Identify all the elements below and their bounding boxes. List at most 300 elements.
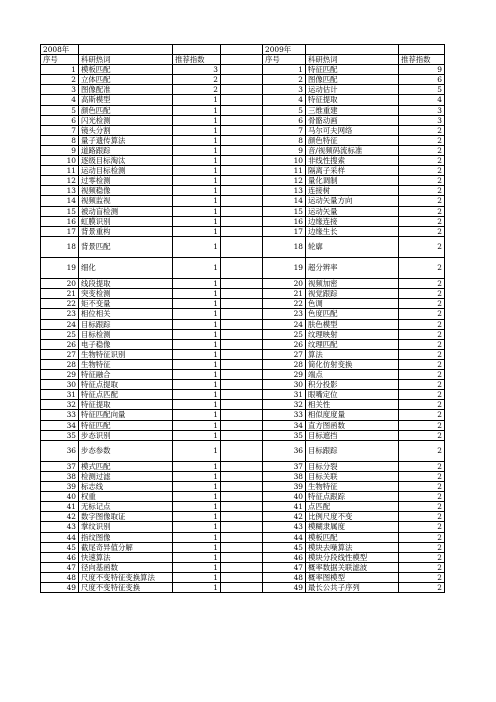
gap-cell — [221, 55, 263, 65]
row-index: 13 — [41, 186, 79, 196]
table-row — [41, 125, 445, 135]
row-term: 特征匹配向量 — [79, 410, 173, 420]
row-score: 1 — [173, 430, 221, 440]
table-row — [41, 319, 445, 329]
row-score: 2 — [399, 299, 445, 309]
gap-cell — [221, 279, 263, 289]
row-index: 28 — [41, 359, 79, 369]
row-index: 26 — [263, 339, 306, 349]
row-term: 特征提取 — [306, 95, 399, 105]
row-term: 模板匹配 — [79, 65, 173, 75]
row-score: 1 — [173, 135, 221, 145]
row-score: 3 — [399, 105, 445, 115]
row-term: 模块去噪算法 — [306, 542, 399, 552]
row-index: 11 — [41, 166, 79, 176]
row-term: 特征融合 — [79, 370, 173, 380]
table-row — [41, 156, 445, 166]
row-index: 38 — [41, 471, 79, 481]
row-score: 2 — [399, 145, 445, 155]
table-row — [41, 492, 445, 502]
row-score: 1 — [173, 339, 221, 349]
row-score: 2 — [399, 482, 445, 492]
gap-cell — [221, 542, 263, 552]
row-term: 道路跟踪 — [79, 145, 173, 155]
row-score: 1 — [173, 420, 221, 430]
row-term: 目标检测 — [79, 329, 173, 339]
row-index: 17 — [41, 226, 79, 236]
row-term: 三维重建 — [306, 105, 399, 115]
row-score: 1 — [173, 370, 221, 380]
row-index: 29 — [263, 370, 306, 380]
table-row — [41, 522, 445, 532]
row-index: 19 — [263, 257, 306, 278]
row-index: 2 — [41, 75, 79, 85]
row-term: 电子稳像 — [79, 339, 173, 349]
row-term: 概率数据关联滤波 — [306, 562, 399, 572]
row-index: 36 — [41, 440, 79, 461]
row-term: 点匹配 — [306, 502, 399, 512]
row-index: 43 — [41, 522, 79, 532]
gap-cell — [221, 502, 263, 512]
gap-cell — [221, 349, 263, 359]
row-score: 2 — [399, 532, 445, 542]
row-score: 3 — [173, 65, 221, 75]
row-index: 5 — [263, 105, 306, 115]
row-score: 2 — [399, 430, 445, 440]
row-index: 15 — [41, 206, 79, 216]
gap-cell — [221, 339, 263, 349]
gap-cell — [221, 440, 263, 461]
row-index: 46 — [41, 552, 79, 562]
row-score: 1 — [173, 319, 221, 329]
row-score: 2 — [399, 471, 445, 481]
row-term: 权重 — [79, 492, 173, 502]
row-index: 40 — [41, 492, 79, 502]
row-score: 1 — [173, 410, 221, 420]
gap-cell — [221, 583, 263, 593]
row-index: 14 — [41, 196, 79, 206]
table-row — [41, 216, 445, 226]
row-index: 33 — [263, 410, 306, 420]
row-index: 49 — [263, 583, 306, 593]
row-score: 2 — [399, 196, 445, 206]
row-term: 纹理映射 — [306, 329, 399, 339]
row-score: 2 — [399, 552, 445, 562]
row-term: 运动估计 — [306, 85, 399, 95]
row-term: 模板匹配 — [306, 532, 399, 542]
row-index: 37 — [41, 461, 79, 471]
row-term: 运动矢量方向 — [306, 196, 399, 206]
row-score: 2 — [399, 156, 445, 166]
row-score: 1 — [173, 380, 221, 390]
row-score: 2 — [399, 390, 445, 400]
row-index: 25 — [41, 329, 79, 339]
gap-cell — [221, 572, 263, 582]
row-index: 34 — [41, 420, 79, 430]
row-index: 35 — [41, 430, 79, 440]
row-term: 图像配准 — [79, 85, 173, 95]
gap-cell — [221, 380, 263, 390]
row-term: 音/视频码流标准 — [306, 145, 399, 155]
row-score: 2 — [173, 85, 221, 95]
row-score: 4 — [399, 95, 445, 105]
row-score: 2 — [399, 319, 445, 329]
row-index: 5 — [41, 105, 79, 115]
row-term: 虹膜识别 — [79, 216, 173, 226]
row-index: 39 — [263, 482, 306, 492]
gap-cell — [221, 216, 263, 226]
row-index: 40 — [263, 492, 306, 502]
row-score: 2 — [399, 359, 445, 369]
row-score: 6 — [399, 75, 445, 85]
table-row — [41, 236, 445, 257]
gap-cell — [221, 319, 263, 329]
gap-cell — [221, 299, 263, 309]
row-score: 1 — [173, 279, 221, 289]
row-term: 相位相关 — [79, 309, 173, 319]
row-score: 2 — [399, 380, 445, 390]
row-index: 8 — [263, 135, 306, 145]
table-row — [41, 349, 445, 359]
row-score: 2 — [399, 289, 445, 299]
header-score: 推荐指数 — [399, 55, 445, 65]
row-index: 42 — [263, 512, 306, 522]
row-score: 2 — [399, 349, 445, 359]
row-score: 1 — [173, 329, 221, 339]
row-term: 特征点提取 — [79, 380, 173, 390]
table-row — [41, 309, 445, 319]
row-term: 无标记点 — [79, 502, 173, 512]
row-term: 目标跟踪 — [79, 319, 173, 329]
row-score: 2 — [399, 176, 445, 186]
row-term: 步态参数 — [79, 440, 173, 461]
header-row — [41, 55, 445, 65]
gap-cell — [221, 512, 263, 522]
row-score: 1 — [173, 309, 221, 319]
row-term: 运动矢量 — [306, 206, 399, 216]
row-term: 图像匹配 — [306, 75, 399, 85]
row-term: 特征点匹配 — [79, 390, 173, 400]
row-index: 15 — [263, 206, 306, 216]
table-row — [41, 512, 445, 522]
row-index: 42 — [41, 512, 79, 522]
row-score: 1 — [173, 115, 221, 125]
row-term: 算法 — [306, 349, 399, 359]
gap-cell — [221, 492, 263, 502]
row-score: 1 — [173, 289, 221, 299]
row-index: 10 — [41, 156, 79, 166]
row-index: 6 — [41, 115, 79, 125]
row-index: 9 — [41, 145, 79, 155]
row-term: 检测过滤 — [79, 471, 173, 481]
year-2008: 2008年 — [41, 45, 79, 55]
row-index: 3 — [263, 85, 306, 95]
table-row — [41, 359, 445, 369]
row-index: 1 — [41, 65, 79, 75]
gap-cell — [221, 166, 263, 176]
row-score: 2 — [399, 420, 445, 430]
row-term: 骨骼动画 — [306, 115, 399, 125]
row-term: 量子遗传算法 — [79, 135, 173, 145]
empty-cell — [173, 45, 221, 55]
row-term: 线段提取 — [79, 279, 173, 289]
table-row — [41, 299, 445, 309]
row-term: 特征提取 — [79, 400, 173, 410]
table-row — [41, 440, 445, 461]
table-row — [41, 542, 445, 552]
table-row — [41, 430, 445, 440]
hot-terms-table — [40, 44, 445, 593]
row-term: 轮廓 — [306, 236, 399, 257]
empty-cell — [79, 45, 173, 55]
gap-cell — [221, 562, 263, 572]
gap-cell — [221, 236, 263, 257]
year-2009: 2009年 — [263, 45, 306, 55]
row-term: 目标关联 — [306, 471, 399, 481]
empty-cell — [306, 45, 399, 55]
row-index: 23 — [263, 309, 306, 319]
gap-cell — [221, 206, 263, 216]
row-index: 21 — [41, 289, 79, 299]
gap-cell — [221, 186, 263, 196]
table-row — [41, 339, 445, 349]
table-row — [41, 206, 445, 216]
row-index: 38 — [263, 471, 306, 481]
row-score: 2 — [399, 522, 445, 532]
table-row — [41, 186, 445, 196]
gap-cell — [221, 410, 263, 420]
row-term: 目标分裂 — [306, 461, 399, 471]
gap-cell — [221, 400, 263, 410]
row-term: 高斯模型 — [79, 95, 173, 105]
row-index: 19 — [41, 257, 79, 278]
row-term: 目标跟踪 — [306, 440, 399, 461]
row-index: 2 — [263, 75, 306, 85]
row-index: 26 — [41, 339, 79, 349]
table-row — [41, 289, 445, 299]
row-index: 22 — [263, 299, 306, 309]
row-term: 指纹图像 — [79, 532, 173, 542]
table-row — [41, 95, 445, 105]
gap-cell — [221, 522, 263, 532]
row-score: 9 — [399, 65, 445, 75]
row-term: 特征点跟踪 — [306, 492, 399, 502]
row-score: 1 — [173, 125, 221, 135]
gap-cell — [221, 257, 263, 278]
header-index: 序号 — [41, 55, 79, 65]
row-score: 2 — [399, 492, 445, 502]
row-term: 视频监视 — [79, 196, 173, 206]
gap-cell — [221, 461, 263, 471]
gap-cell — [221, 329, 263, 339]
table-row — [41, 115, 445, 125]
row-score: 1 — [173, 471, 221, 481]
empty-cell — [399, 45, 445, 55]
row-score: 1 — [173, 400, 221, 410]
row-index: 31 — [263, 390, 306, 400]
gap-cell — [221, 115, 263, 125]
header-score: 推荐指数 — [173, 55, 221, 65]
row-term: 视频加密 — [306, 279, 399, 289]
row-term: 边缘生长 — [306, 226, 399, 236]
table-row — [41, 226, 445, 236]
gap-cell — [221, 532, 263, 542]
gap-cell — [221, 289, 263, 299]
table-row — [41, 471, 445, 481]
row-index: 3 — [41, 85, 79, 95]
row-term: 边缘连接 — [306, 216, 399, 226]
row-score: 1 — [173, 176, 221, 186]
row-index: 41 — [263, 502, 306, 512]
row-score: 2 — [399, 216, 445, 226]
row-index: 1 — [263, 65, 306, 75]
row-term: 颜色特征 — [306, 135, 399, 145]
row-index: 45 — [41, 542, 79, 552]
row-term: 连接树 — [306, 186, 399, 196]
row-score: 2 — [399, 542, 445, 552]
row-score: 2 — [399, 125, 445, 135]
row-score: 1 — [173, 145, 221, 155]
gap-cell — [221, 156, 263, 166]
row-index: 29 — [41, 370, 79, 380]
row-term: 掌纹识别 — [79, 522, 173, 532]
row-index: 10 — [263, 156, 306, 166]
table-row — [41, 145, 445, 155]
row-index: 12 — [263, 176, 306, 186]
row-score: 2 — [399, 236, 445, 257]
table-row — [41, 65, 445, 75]
row-index: 45 — [263, 542, 306, 552]
row-term: 标志线 — [79, 482, 173, 492]
row-score: 2 — [399, 329, 445, 339]
row-score: 1 — [173, 226, 221, 236]
row-index: 21 — [263, 289, 306, 299]
row-index: 28 — [263, 359, 306, 369]
row-term: 模块分段线性模型 — [306, 552, 399, 562]
row-score: 1 — [173, 583, 221, 593]
gap-cell — [221, 125, 263, 135]
gap-cell — [221, 105, 263, 115]
gap-cell — [221, 359, 263, 369]
row-score: 1 — [173, 461, 221, 471]
gap-cell — [221, 196, 263, 206]
row-index: 48 — [263, 572, 306, 582]
row-index: 7 — [263, 125, 306, 135]
row-index: 27 — [41, 349, 79, 359]
row-term: 概率图模型 — [306, 572, 399, 582]
header-term: 科研热词 — [306, 55, 399, 65]
row-score: 2 — [399, 410, 445, 420]
row-index: 35 — [263, 430, 306, 440]
row-index: 41 — [41, 502, 79, 512]
row-score: 1 — [173, 206, 221, 216]
row-term: 目标遮挡 — [306, 430, 399, 440]
year-row — [41, 45, 445, 55]
table-row — [41, 257, 445, 278]
row-index: 11 — [263, 166, 306, 176]
table-row — [41, 166, 445, 176]
row-score: 2 — [399, 400, 445, 410]
row-score: 5 — [399, 85, 445, 95]
row-score: 1 — [173, 299, 221, 309]
row-term: 运动目标检测 — [79, 166, 173, 176]
header-index: 序号 — [263, 55, 306, 65]
row-index: 16 — [263, 216, 306, 226]
row-index: 39 — [41, 482, 79, 492]
row-term: 细化 — [79, 257, 173, 278]
gap-cell — [221, 176, 263, 186]
row-score: 1 — [173, 440, 221, 461]
gap-cell — [221, 420, 263, 430]
row-score: 1 — [173, 359, 221, 369]
row-score: 1 — [173, 522, 221, 532]
row-term: 数字图像取证 — [79, 512, 173, 522]
row-score: 1 — [173, 572, 221, 582]
row-score: 2 — [399, 166, 445, 176]
row-score: 2 — [399, 257, 445, 278]
table-row — [41, 380, 445, 390]
row-term: 非线性搜索 — [306, 156, 399, 166]
row-score: 1 — [173, 95, 221, 105]
row-score: 1 — [173, 482, 221, 492]
row-term: 背景匹配 — [79, 236, 173, 257]
row-index: 12 — [41, 176, 79, 186]
row-score: 2 — [399, 186, 445, 196]
row-term: 背景重构 — [79, 226, 173, 236]
table-row — [41, 176, 445, 186]
row-score: 1 — [173, 349, 221, 359]
table-row — [41, 482, 445, 492]
gap-cell — [221, 471, 263, 481]
row-term: 视频稳像 — [79, 186, 173, 196]
row-score: 1 — [173, 236, 221, 257]
row-term: 直方图函数 — [306, 420, 399, 430]
row-score: 2 — [399, 279, 445, 289]
table-row — [41, 502, 445, 512]
gap-cell — [221, 85, 263, 95]
row-term: 量化调制 — [306, 176, 399, 186]
row-score: 1 — [173, 166, 221, 176]
row-term: 颜色匹配 — [79, 105, 173, 115]
row-term: 眼嘴定位 — [306, 390, 399, 400]
row-term: 肤色模型 — [306, 319, 399, 329]
gap-cell — [221, 226, 263, 236]
row-index: 20 — [263, 279, 306, 289]
row-score: 2 — [399, 135, 445, 145]
gap-cell — [221, 390, 263, 400]
table-row — [41, 420, 445, 430]
row-term: 镜头分割 — [79, 125, 173, 135]
row-score: 2 — [173, 75, 221, 85]
row-score: 1 — [173, 512, 221, 522]
table-row — [41, 583, 445, 593]
table-row — [41, 461, 445, 471]
row-index: 47 — [263, 562, 306, 572]
table-row — [41, 75, 445, 85]
row-term: 闪光检测 — [79, 115, 173, 125]
row-score: 2 — [399, 339, 445, 349]
table-row — [41, 390, 445, 400]
table-row — [41, 85, 445, 95]
row-score: 2 — [399, 370, 445, 380]
row-index: 30 — [263, 380, 306, 390]
row-index: 25 — [263, 329, 306, 339]
row-index: 7 — [41, 125, 79, 135]
row-term: 端点 — [306, 370, 399, 380]
row-score: 2 — [399, 562, 445, 572]
row-index: 49 — [41, 583, 79, 593]
gap-cell — [221, 45, 263, 55]
